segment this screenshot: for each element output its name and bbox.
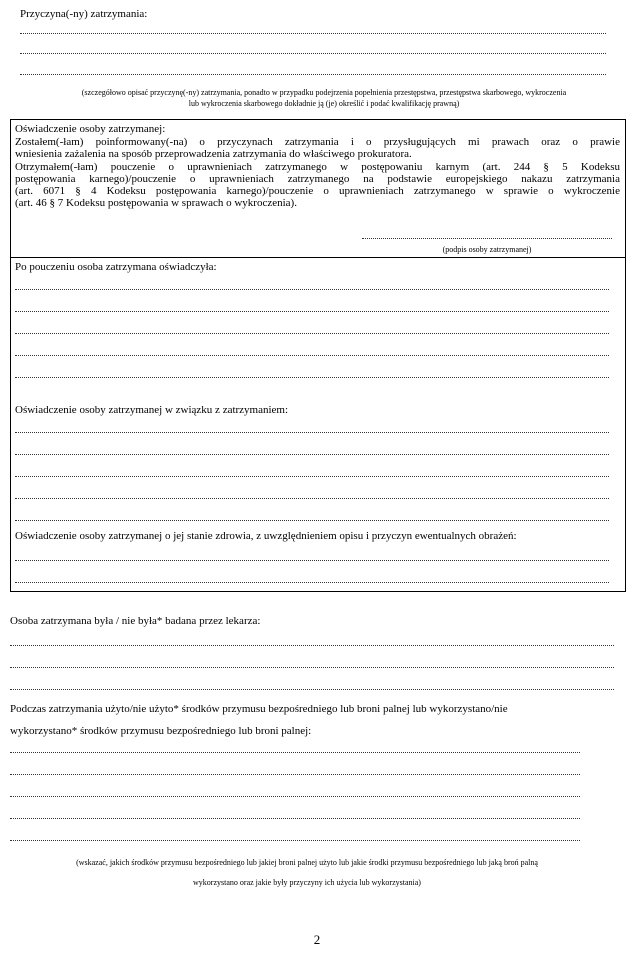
statement-p1-line1: Zostałem(-łam) poinformowany(-na) o przyczynach zatrzymania i o przysługujących mi prawach oraz o prawie — [15, 136, 620, 148]
statement-p2-line4: (art. 46 § 7 Kodeksu postępowania w sprawach o wykroczenia). — [15, 197, 297, 209]
signature-caption: (podpis osoby zatrzymanej) — [442, 245, 532, 254]
detention-statement-label: Oświadczenie osoby zatrzymanej w związku z zatrzymaniem: — [15, 404, 289, 416]
coercion-label-1: Podczas zatrzymania użyto/nie użyto* środków przymusu bezpośredniego lub broni palnej lub wykorzystano/nie — [10, 703, 508, 715]
coercion-line-4[interactable] — [10, 818, 580, 819]
coercion-line-1[interactable] — [10, 752, 580, 753]
health-statement-label: Oświadczenie osoby zatrzymanej o jej stanie zdrowia, z uwzględnieniem opisu i przyczyn ewentualnych obrażeń: — [15, 530, 517, 542]
after-instruction-line-1[interactable] — [15, 289, 609, 290]
statement-heading: Oświadczenie osoby zatrzymanej: — [15, 123, 166, 135]
reason-note-2: lub wykroczenia skarbowego dokładnie ją (je) określić i podać kwalifikację prawną) — [188, 99, 460, 108]
doctor-line-2[interactable] — [10, 667, 614, 668]
coercion-label-2: wykorzystano* środków przymusu bezpośredniego lub broni palnej: — [10, 725, 312, 737]
reason-line-1[interactable] — [20, 33, 606, 34]
detention-line-5[interactable] — [15, 520, 609, 521]
coercion-note-2: wykorzystano oraz jakie były przyczyny ich użycia lub wykorzystania) — [193, 878, 421, 887]
coercion-line-5[interactable] — [10, 840, 580, 841]
after-instruction-line-4[interactable] — [15, 355, 609, 356]
box-divider — [10, 257, 626, 258]
detention-line-4[interactable] — [15, 498, 609, 499]
page-number: 2 — [313, 932, 321, 947]
after-instruction-label: Po pouczeniu osoba zatrzymana oświadczyła: — [15, 261, 217, 273]
doctor-line-3[interactable] — [10, 689, 614, 690]
doctor-line-1[interactable] — [10, 645, 614, 646]
coercion-note-1: (wskazać, jakich środków przymusu bezpośredniego lub jakiej broni palnej użyto lub jakie środki przymusu bezpośredniego lub jaką broń palną — [76, 858, 538, 867]
reason-label: Przyczyna(-ny) zatrzymania: — [20, 8, 148, 20]
after-instruction-line-5[interactable] — [15, 377, 609, 378]
statement-p2-line2: postępowania karnego)/pouczenie o uprawnieniach zatrzymanego na podstawie europejskiego nakazu zatrzymania — [15, 173, 620, 185]
reason-note-1: (szczegółowo opisać przyczynę(-ny) zatrzymania, ponadto w przypadku podejrzenia popełnienia przestępstwa, przestępstwa skarbowego, wykroczenia — [81, 88, 567, 97]
coercion-line-2[interactable] — [10, 774, 580, 775]
health-line-1[interactable] — [15, 560, 609, 561]
doctor-label: Osoba zatrzymana była / nie była* badana przez lekarza: — [10, 615, 261, 627]
coercion-line-3[interactable] — [10, 796, 580, 797]
detention-line-1[interactable] — [15, 432, 609, 433]
statement-p1-line2: wniesienia zażalenia na sposób przeprowadzenia zatrzymania do właściwego prokuratora. — [15, 148, 412, 160]
detention-line-2[interactable] — [15, 454, 609, 455]
reason-line-2[interactable] — [20, 53, 606, 54]
health-line-2[interactable] — [15, 582, 609, 583]
after-instruction-line-2[interactable] — [15, 311, 609, 312]
after-instruction-line-3[interactable] — [15, 333, 609, 334]
reason-line-3[interactable] — [20, 74, 606, 75]
detention-line-3[interactable] — [15, 476, 609, 477]
statement-p2-line1: Otrzymałem(-łam) pouczenie o uprawnieniach zatrzymanego w postępowaniu karnym (art. 244 § 5 Kodeksu — [15, 161, 620, 173]
statement-p2-line3: (art. 6071 § 4 Kodeksu postępowania karnego)/pouczenie o uprawnieniach zatrzymanego w sprawie o wykroczenie — [15, 185, 620, 197]
signature-line[interactable] — [362, 238, 612, 239]
